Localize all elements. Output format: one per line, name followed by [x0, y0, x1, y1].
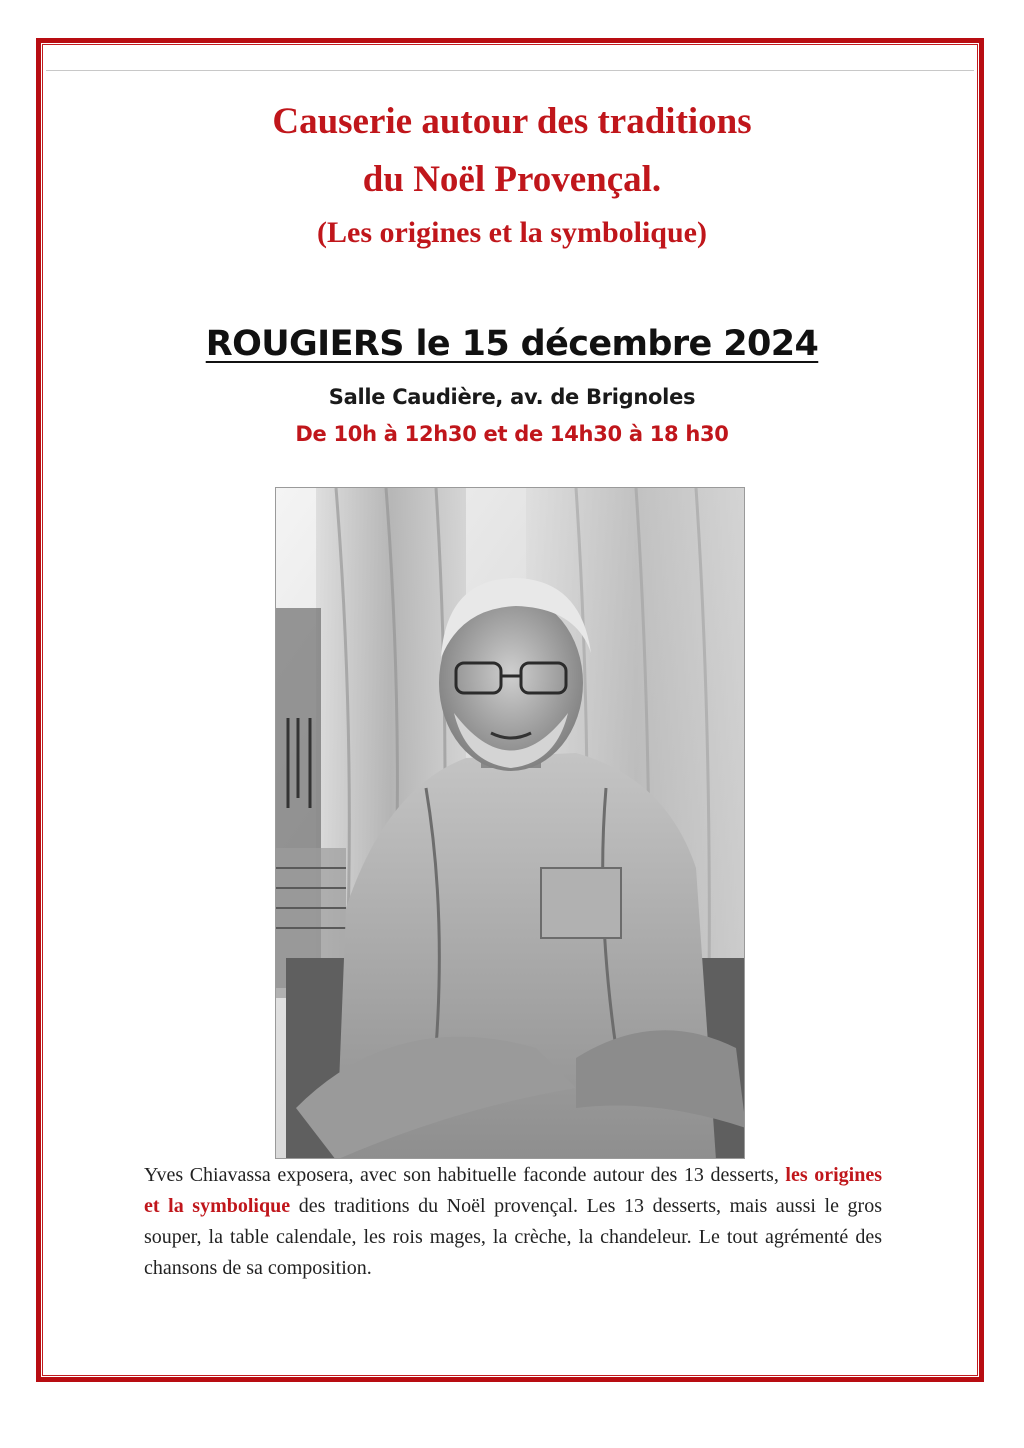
- description-highlight: les origines et la symbolique: [144, 1164, 883, 1217]
- event-hours: De 10h à 12h30 et de 14h30 à 18 h30: [295, 422, 729, 446]
- header-rule: [46, 70, 974, 71]
- description-details: des traditions du Noël provençal. Les 13 desserts, mais aussi le gros souper, la table calendale, les rois mages, la crèche, la chandeleur. Le tout agrémenté des chansons de sa composition.: [144, 1195, 882, 1279]
- title-line-2: du Noël Provençal.: [362, 159, 662, 200]
- event-headline: [0, 324, 1024, 364]
- event-description: [144, 1160, 882, 1284]
- speaker-photo: [275, 487, 745, 1159]
- title-line-1: Causerie autour des traditions: [272, 101, 752, 142]
- description-intro: Yves Chiavassa exposera, avec son habituelle faconde autour des 13 desserts,: [144, 1164, 779, 1186]
- event-venue: Salle Caudière, av. de Brignoles: [328, 385, 696, 409]
- event-date-location: ROUGIERS le 15 décembre 2024: [205, 324, 819, 364]
- subtitle: (Les origines et la symbolique): [317, 216, 707, 249]
